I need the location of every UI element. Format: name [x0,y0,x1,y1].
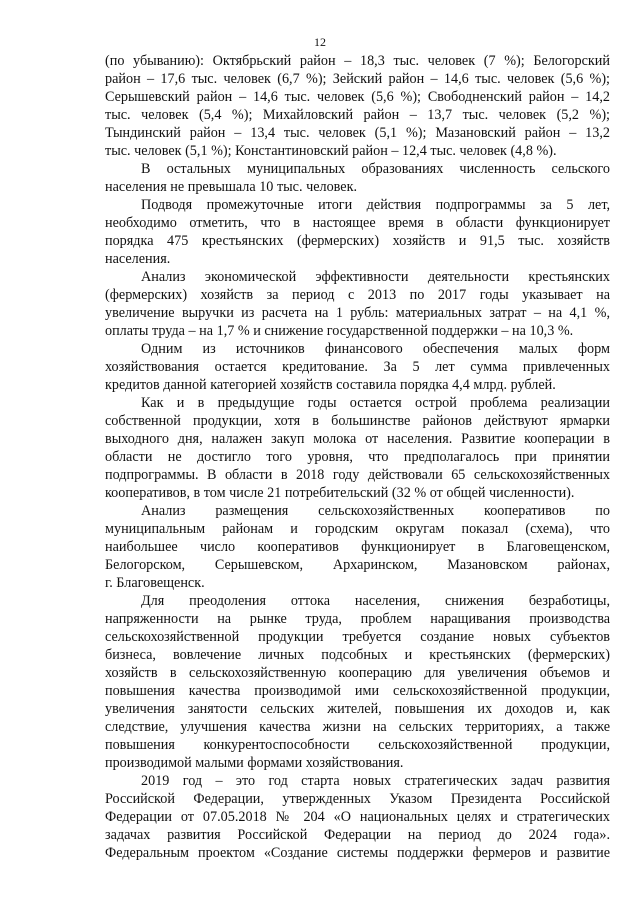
text-line: Федеральным проектом «Создание системы поддержки фермеров и развитие [105,845,610,861]
text-line: порядка 475 крестьянских (фермерских) хозяйств и 91,5 тыс. хозяйств [105,233,610,249]
text-line: Федерации от 07.05.2018 № 204 «О национальных целях и стратегических [105,809,610,825]
text-line: муниципальным районам и городским округам показал (схема), что [105,521,610,537]
text-line: 2019 год – это год старта новых стратегических задач развития [141,773,610,789]
text-line: увеличение выручки из расчета на 1 рубль: материальных затрат – на 4,1 %, [105,305,610,321]
text-line: повышения качества производимой ими сельскохозяйственной продукции, [105,683,610,699]
text-line: тыс. человек (5,4 %); Михайловский район – 13,7 тыс. человек (5,2 %); [105,107,610,123]
text-line: бизнеса, вовлечение личных подсобных и крестьянских (фермерских) [105,647,610,663]
text-line: г. Благовещенск. [105,575,205,591]
text-line: хозяйствования остается кредитование. За 5 лет сумма привлеченных [105,359,610,375]
text-line: области не достигло того уровня, что предполагалось при принятии [105,449,610,465]
text-line: оплаты труда – на 1,7 % и снижение государственной поддержки – на 10,3 %. [105,323,574,339]
text-line: наибольшее число кооперативов функционирует в Благовещенском, [105,539,610,555]
text-line: напряженности на рынке труда, проблем наращивания производства [105,611,610,627]
text-line: Анализ экономической эффективности деятельности крестьянских [141,269,610,285]
text-line: кооперативов, в том числе 21 потребительский (32 % от общей численности). [105,485,575,501]
text-line: Российской Федерации, утвержденных Указом Президента Российской [105,791,610,807]
text-line: Для преодоления оттока населения, снижения безработицы, [141,593,610,609]
text-line: выходного дня, налажен закуп молока от населения. Развитие кооперации в [105,431,610,447]
text-line: сельскохозяйственной продукции требуется создание новых субъектов [105,629,610,645]
text-line: (по убыванию): Октябрьский район – 18,3 тыс. человек (7 %); Белогорский [105,53,610,69]
text-line: повышения конкурентоспособности сельскохозяйственной продукции, [105,737,610,753]
text-line: увеличения занятости сельских жителей, повышения их доходов и, как [105,701,610,717]
text-line: следствие, улучшения качества жизни на сельских территориях, а также [105,719,610,735]
text-line: В остальных муниципальных образованиях численность сельского [141,161,610,177]
text-line: Подводя промежуточные итоги действия подпрограммы за 5 лет, [141,197,610,213]
text-line: хозяйств в сельскохозяйственную кооперацию для увеличения объемов и [105,665,610,681]
text-line: Тындинский район – 13,4 тыс. человек (5,1 %); Мазановский район – 13,2 [105,125,610,141]
text-line: подпрограммы. В области в 2018 году действовали 65 сельскохозяйственных [105,467,610,483]
text-line: населения. [105,251,171,267]
text-line: тыс. человек (5,1 %); Константиновский район – 12,4 тыс. человек (4,8 %). [105,143,557,159]
text-line: задачах развития Российской Федерации на период до 2024 года». [105,827,610,843]
text-line: Как и в предыдущие годы остается острой проблема реализации [141,395,610,411]
text-line: (фермерских) хозяйств за период с 2013 по 2017 годы указывает на [105,287,610,303]
text-line: кредитов данной категорией хозяйств составила порядка 4,4 млрд. рублей. [105,377,556,393]
text-line: необходимо отметить, что в настоящее время в области функционирует [105,215,610,231]
text-line: Белогорском, Серышевском, Архаринском, Мазановском районах, [105,557,610,573]
text-line: район – 17,6 тыс. человек (6,7 %); Зейский район – 14,6 тыс. человек (5,6 %); [105,71,610,87]
text-line: населения не превышала 10 тыс. человек. [105,179,358,195]
text-line: Серышевский район – 14,6 тыс. человек (5,6 %); Свободненский район – 14,2 [105,89,610,105]
page-number: 12 [314,35,326,49]
text-line: Одним из источников финансового обеспечения малых форм [141,341,610,357]
text-line: производимой малыми формами хозяйствования. [105,755,404,771]
text-line: собственной продукции, хотя в большинстве районов действуют ярмарки [105,413,610,429]
body-text [105,52,610,862]
text-line: Анализ размещения сельскохозяйственных кооперативов по [141,503,610,519]
